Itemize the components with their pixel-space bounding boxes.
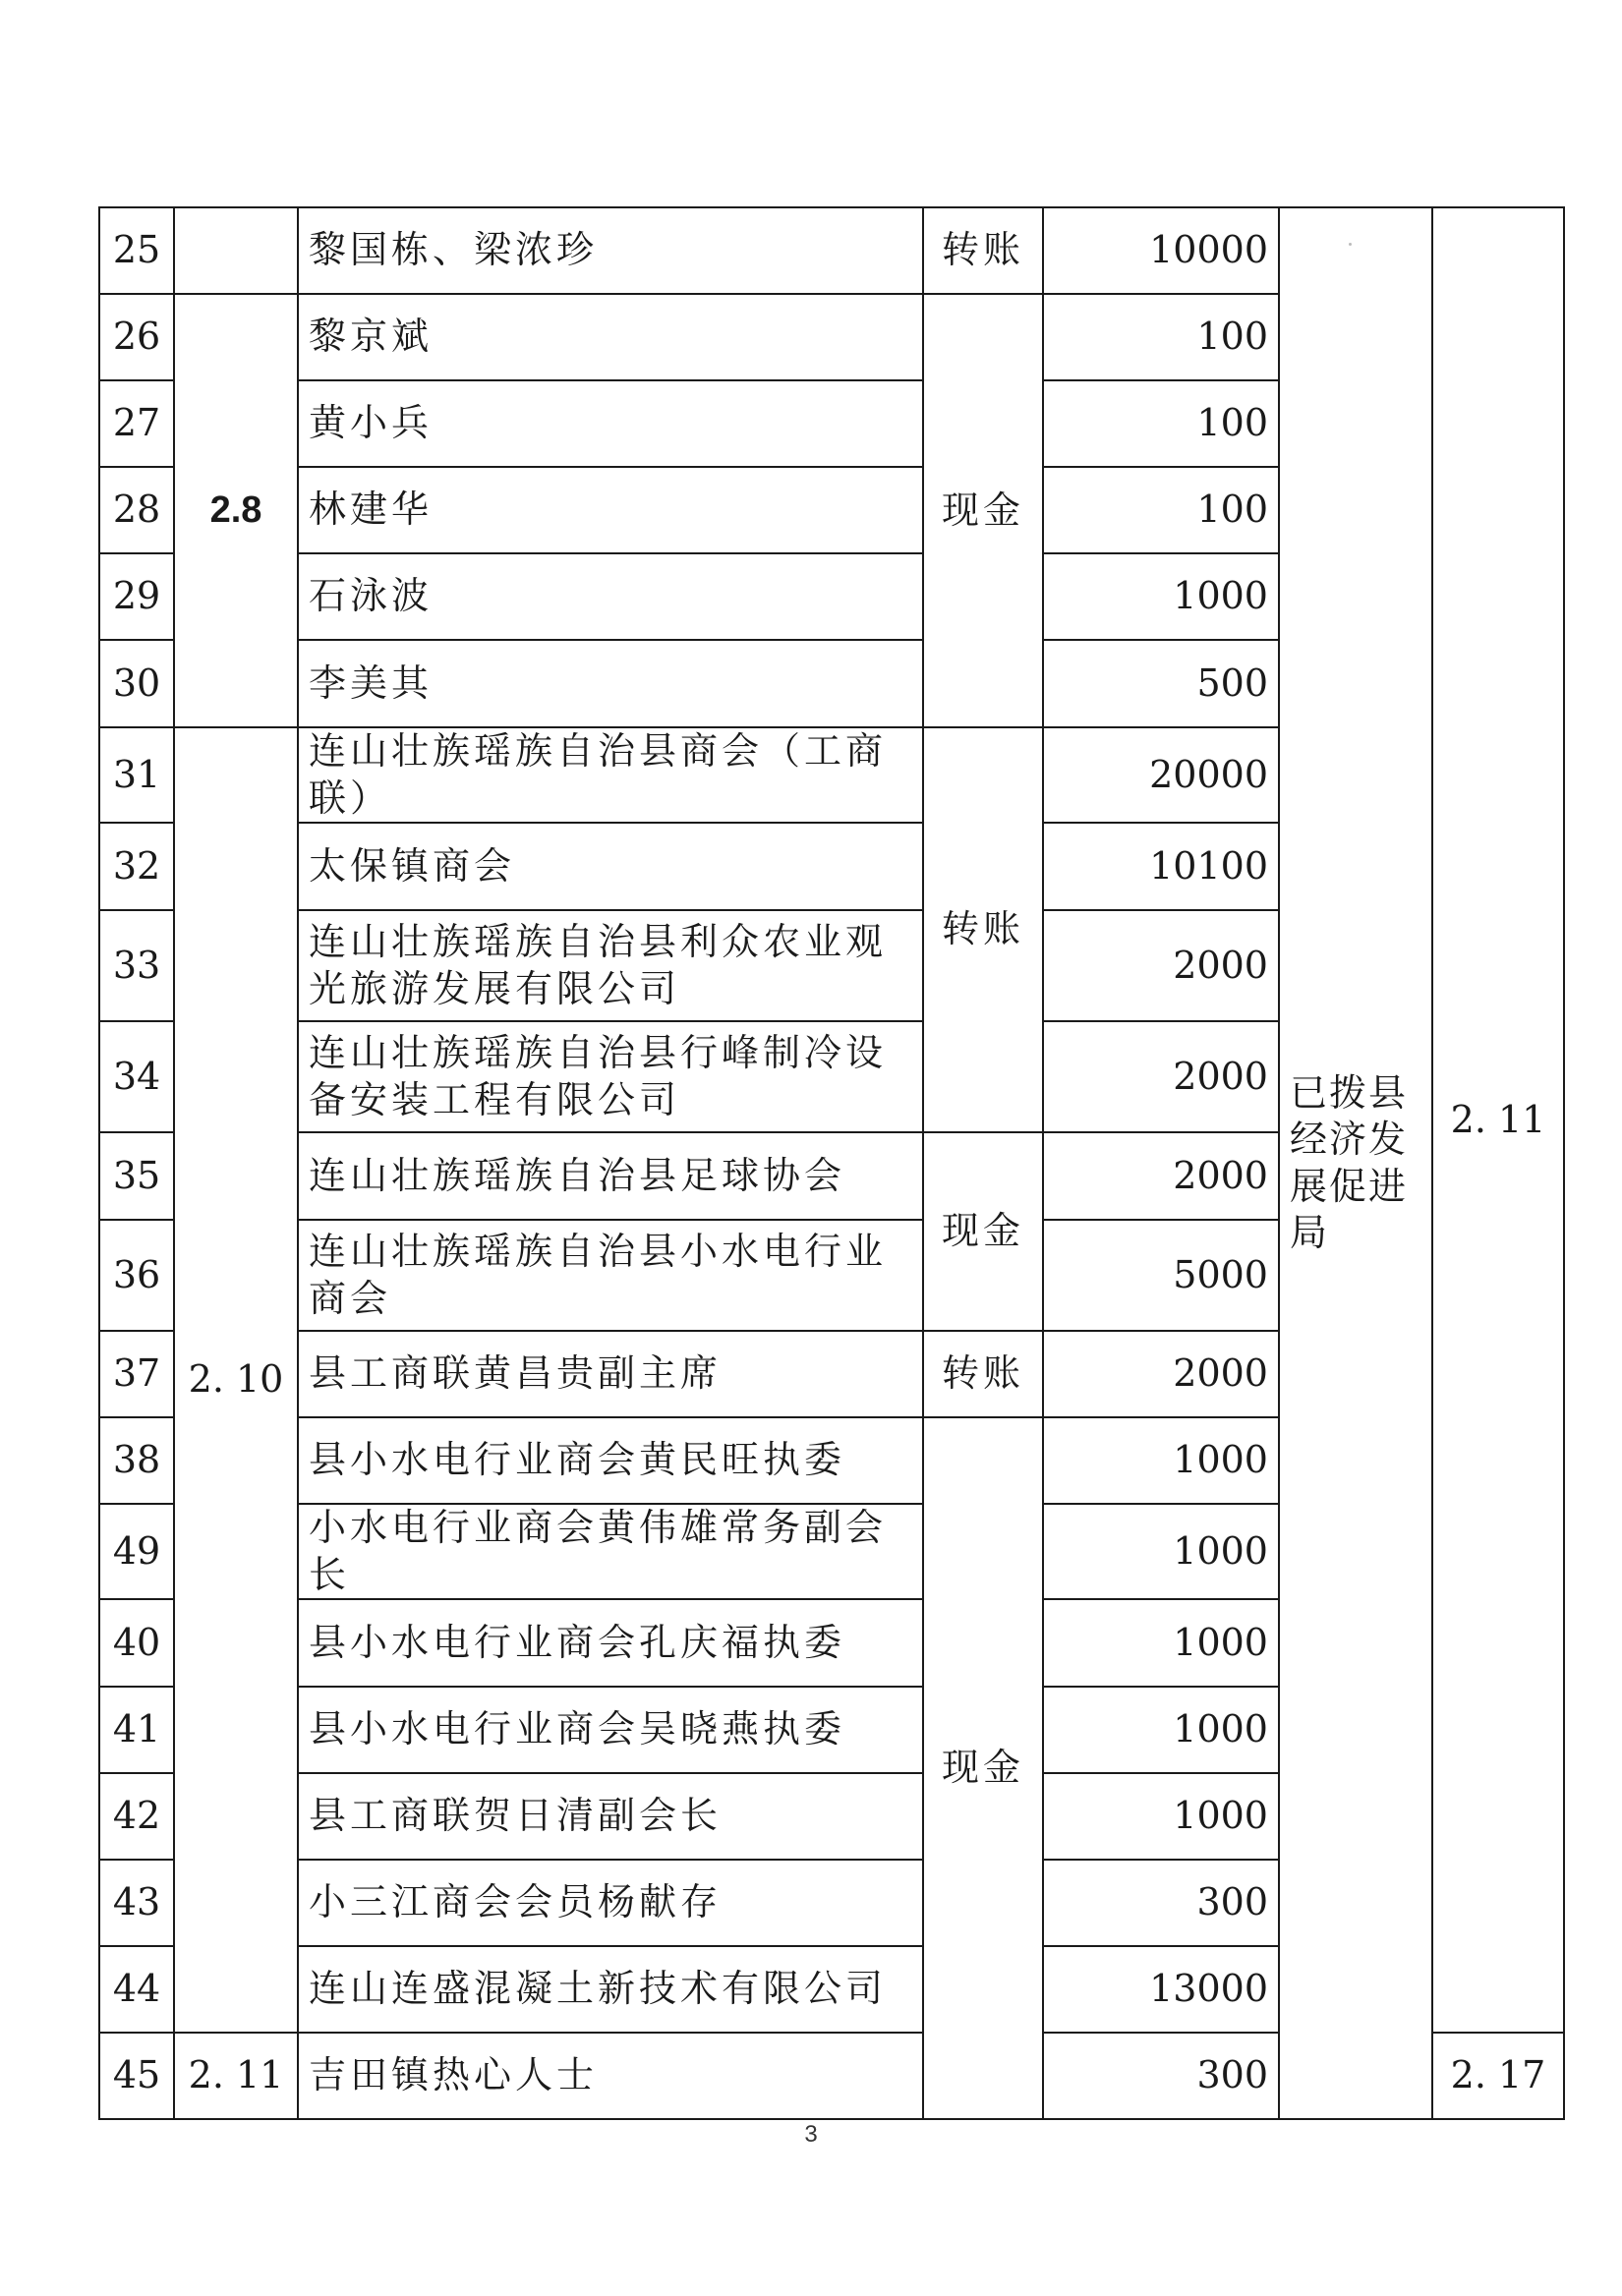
donor-name: 小三江商会会员杨献存 <box>298 1860 923 1946</box>
row-number: 31 <box>99 727 174 823</box>
amount: 100 <box>1043 294 1279 380</box>
row-number: 45 <box>99 2033 174 2119</box>
payment-method: 现金 <box>923 1417 1043 2119</box>
amount: 100 <box>1043 380 1279 467</box>
page-number: 3 <box>804 2121 818 2148</box>
date-cell <box>174 207 298 294</box>
donor-name: 林建华 <box>298 467 923 553</box>
amount: 10000 <box>1043 207 1279 294</box>
donor-name: 连山连盛混凝土新技术有限公司 <box>298 1946 923 2033</box>
row-number: 34 <box>99 1021 174 1132</box>
amount: 1000 <box>1043 1773 1279 1860</box>
amount: 1000 <box>1043 553 1279 640</box>
donor-name: 李美其 <box>298 640 923 727</box>
donor-name: 连山壮族瑶族自治县足球协会 <box>298 1132 923 1220</box>
donor-name: 连山壮族瑶族自治县利众农业观光旅游发展有限公司 <box>298 910 923 1021</box>
amount: 2000 <box>1043 1331 1279 1417</box>
payment-method: 现金 <box>923 1132 1043 1331</box>
donor-name: 吉田镇热心人士 <box>298 2033 923 2119</box>
row-number: 36 <box>99 1220 174 1331</box>
date-cell: 2. 10 <box>174 727 298 2033</box>
date-cell: 2.8 <box>174 294 298 727</box>
amount: 10100 <box>1043 823 1279 910</box>
row-number: 25 <box>99 207 174 294</box>
payment-method: 转账 <box>923 207 1043 294</box>
amount: 1000 <box>1043 1504 1279 1599</box>
row-number: 28 <box>99 467 174 553</box>
row-number: 35 <box>99 1132 174 1220</box>
allocation-date: 2. 17 <box>1432 2033 1564 2119</box>
amount: 5000 <box>1043 1220 1279 1331</box>
amount: 13000 <box>1043 1946 1279 2033</box>
row-number: 42 <box>99 1773 174 1860</box>
row-number: 29 <box>99 553 174 640</box>
donor-name: 县小水电行业商会孔庆福执委 <box>298 1599 923 1687</box>
payment-method: 转账 <box>923 1331 1043 1417</box>
amount: 20000 <box>1043 727 1279 823</box>
row-number: 30 <box>99 640 174 727</box>
donor-name: 县小水电行业商会黄民旺执委 <box>298 1417 923 1504</box>
donor-name: 黄小兵 <box>298 380 923 467</box>
row-number: 37 <box>99 1331 174 1417</box>
date-cell: 2. 11 <box>174 2033 298 2119</box>
allocation-date: 2. 11 <box>1432 207 1564 2033</box>
amount: 2000 <box>1043 1021 1279 1132</box>
donor-name: 县工商联贺日清副会长 <box>298 1773 923 1860</box>
payment-method: 转账 <box>923 727 1043 1132</box>
amount: 1000 <box>1043 1417 1279 1504</box>
row-number: 44 <box>99 1946 174 2033</box>
row-number: 27 <box>99 380 174 467</box>
amount: 300 <box>1043 1860 1279 1946</box>
amount: 2000 <box>1043 1132 1279 1220</box>
donor-name: 连山壮族瑶族自治县行峰制冷设备安装工程有限公司 <box>298 1021 923 1132</box>
payment-method: 现金 <box>923 294 1043 727</box>
donor-name: 连山壮族瑶族自治县商会（工商联） <box>298 727 923 823</box>
donation-table <box>98 206 1565 2120</box>
row-number: 26 <box>99 294 174 380</box>
donor-name: 黎国栋、梁浓珍 <box>298 207 923 294</box>
row-number: 41 <box>99 1687 174 1773</box>
donor-name: 县工商联黄昌贵副主席 <box>298 1331 923 1417</box>
amount: 1000 <box>1043 1599 1279 1687</box>
donor-name: 县小水电行业商会吴晓燕执委 <box>298 1687 923 1773</box>
donor-name: 太保镇商会 <box>298 823 923 910</box>
amount: 500 <box>1043 640 1279 727</box>
row-number: 32 <box>99 823 174 910</box>
allocation-status: 已拨县经济发展促进局 <box>1279 207 1432 2119</box>
amount: 300 <box>1043 2033 1279 2119</box>
row-number: 43 <box>99 1860 174 1946</box>
donor-name: 黎京斌 <box>298 294 923 380</box>
amount: 2000 <box>1043 910 1279 1021</box>
donor-name: 小水电行业商会黄伟雄常务副会长 <box>298 1504 923 1599</box>
row-number: 40 <box>99 1599 174 1687</box>
row-number: 33 <box>99 910 174 1021</box>
amount: 100 <box>1043 467 1279 553</box>
row-number: 49 <box>99 1504 174 1599</box>
row-number: 38 <box>99 1417 174 1504</box>
table-row <box>99 207 1564 294</box>
donor-name: 连山壮族瑶族自治县小水电行业商会 <box>298 1220 923 1331</box>
amount: 1000 <box>1043 1687 1279 1773</box>
donor-name: 石泳波 <box>298 553 923 640</box>
